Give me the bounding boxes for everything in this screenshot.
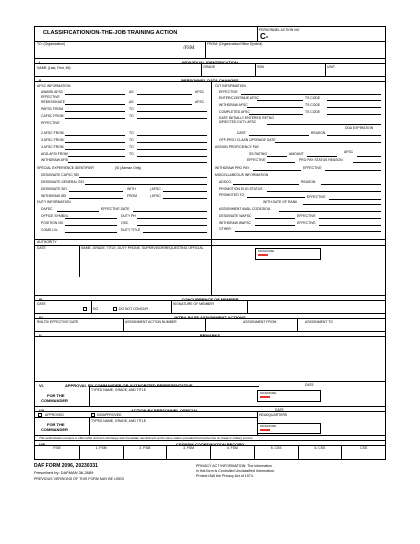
do-not-concur-label: DO NOT CONCUR xyxy=(119,307,148,311)
commander-signature-field[interactable] xyxy=(257,390,321,402)
designate-wafsc-label: DESIGNATE WAFSC xyxy=(219,214,252,218)
coordination-cell-label: 3. FSM xyxy=(183,446,195,450)
personnel-action-no-field[interactable]: C- xyxy=(260,32,269,41)
fsm-label: /FSM xyxy=(183,46,195,51)
signature-label-3: SIGNATURE xyxy=(260,424,277,428)
disapproved-label: DISAPPROVED xyxy=(97,413,122,417)
effective-label-7: EFFECTIVE xyxy=(297,214,316,218)
award-afsc-label: AWARD AFSC xyxy=(41,90,64,94)
promoted-to-label: PROMOTED TO xyxy=(219,193,245,197)
as-label-1: AS xyxy=(129,90,134,94)
coordination-cell-label: 6. CSS xyxy=(314,446,326,450)
designate-cafsc-sei-label: DESIGNATE CAFSC SEI xyxy=(41,173,80,177)
privacy-act-line-1: PRIVACY ACT INFORMATION: The information xyxy=(196,464,273,468)
afsc-label-2: AFSC xyxy=(195,100,205,104)
name-label: NAME (Last, First, MI) xyxy=(37,66,71,70)
special-experience-label: SPECIAL EXPERIENCE IDENTIFIER xyxy=(37,166,94,170)
afsc-label-1: AFSC xyxy=(195,90,205,94)
coordination-cell[interactable] xyxy=(166,446,210,460)
other-label: OTHER xyxy=(219,227,231,231)
section-vi-header: VI. APPROVAL BY COMMANDER OR AUTHORIZED REPRESENTATIVE DATE xyxy=(35,381,385,387)
section-iii-header: III. CONCURRENCE OF MEMBER xyxy=(35,295,385,301)
coordination-cell[interactable] xyxy=(35,446,79,460)
section-i-header: I. INDIVIDUAL IDENTIFICATION xyxy=(35,58,385,64)
to-label-5: TO xyxy=(129,145,134,149)
coordination-cell[interactable] xyxy=(341,446,385,460)
ts-code-label-1: TS CODE xyxy=(305,96,321,100)
for-the-label-1: FOR THE xyxy=(47,393,65,398)
reason-label-1: REASON xyxy=(311,131,326,135)
assign-proficiency-pay-label: ASSIGN PROFICIENCY PAY xyxy=(215,145,260,149)
afsc-label-4: | AFSC xyxy=(150,194,161,198)
coordination-cell-label: 2. FSM xyxy=(139,446,151,450)
enter-continue-afsc-label: ENTER/CONTINUE AFSC xyxy=(219,96,259,100)
to-label-3: TO xyxy=(129,131,134,135)
authorization-note: This authorization remains in effect after Airman's discharge and immediate reenlistment at the same station provided that he/she has no break in military service. xyxy=(39,436,254,440)
withdraw-sei-label: WITHDRAW SEI xyxy=(41,194,67,198)
designate-general-sei-label: DESIGNATE GENERAL SEI xyxy=(41,180,84,184)
designate-sei-label: DESIGNATE SEI xyxy=(41,187,67,191)
daf-form-2096 xyxy=(34,26,386,460)
from-label: FROM xyxy=(127,194,137,198)
grade-label: GRADE xyxy=(203,65,216,69)
unit-label: UNIT xyxy=(327,65,335,69)
previous-versions-note: PREVIOUS VERSIONS OF THIS FORM MAY BE USED xyxy=(34,477,125,481)
afsc-label-3: | AFSC xyxy=(150,187,161,191)
promotion-elig-status-label: PROMOTION ELIG STATUS xyxy=(219,187,263,191)
section-vii-header: VII. ACTION BY PERSONNEL OFFICIAL DATE xyxy=(35,406,385,412)
coordination-cell-label: FSM xyxy=(53,446,61,450)
duty-information-label: DUTY INFORMATION xyxy=(37,200,71,204)
adsco-label: ADSCO xyxy=(219,180,232,184)
amount-label: AMOUNT xyxy=(289,152,304,156)
supervisor-signature-field[interactable] xyxy=(255,248,321,260)
coordination-cell-label: CSS xyxy=(360,446,368,450)
personnel-action-no-label: PERSONNEL ACTION NO xyxy=(259,28,300,32)
coordination-cell[interactable] xyxy=(79,446,123,460)
signature-label: SIGNATURE xyxy=(258,249,275,253)
digital-signature-marker-3 xyxy=(260,429,270,431)
assignment-from-label: ASSIGNMENT FROM xyxy=(243,320,277,324)
withdraw-afsi-label: WITHDRAW AFSI xyxy=(41,158,69,162)
dda-expiration-label: DDA EXPIRATION xyxy=(345,126,374,130)
with-date-of-rank-label: WITH DATE OF RANK xyxy=(263,200,298,204)
coordination-cell[interactable] xyxy=(123,446,167,460)
commander-label-1: COMMANDER xyxy=(41,398,68,403)
dafsc-label: DAFSC xyxy=(41,207,53,211)
effective-label-4: EFFECTIVE xyxy=(303,166,322,170)
personnel-official-signature-field[interactable] xyxy=(257,423,321,434)
afsc-2-from-label: 2 AFSC FROM xyxy=(41,131,64,135)
do-concur-checkbox[interactable] xyxy=(83,307,87,311)
ts-code-label-2: TS CODE xyxy=(305,103,321,107)
do-not-concur-checkbox[interactable] xyxy=(113,307,117,311)
to-organization-label: TO: (Organization) xyxy=(37,42,66,46)
approved-label: APPROVED xyxy=(45,413,64,417)
ssn-label: SSN xyxy=(257,65,264,69)
commander-label-2: COMMANDER xyxy=(41,427,68,432)
date-initially-entered-label: DATE INITIALLY ENTERED RETNG xyxy=(219,116,275,120)
effective-label-2: EFFECTIVE xyxy=(41,121,60,125)
effective-label-r: EFFECTIVE xyxy=(219,90,238,94)
afsc-label-r: AFSC xyxy=(344,150,354,154)
authority-label: AUTHORITY xyxy=(37,240,57,244)
duty-phone-label: DUTY PH xyxy=(121,214,136,218)
assignment-action-number-label: ASSIGNMENT ACTION NUMBER xyxy=(125,320,177,324)
coordination-cell-label: 1. FSM xyxy=(95,446,107,450)
privacy-act-line-3: Protect IAW the Privacy Act of 1974. xyxy=(196,474,254,478)
coordination-cell[interactable] xyxy=(298,446,342,460)
to-label-1: TO xyxy=(129,107,134,111)
miscellaneous-information-label: MISCELLANEOUS INFORMATION xyxy=(215,173,269,177)
ojt-information-label: OJT INFORMATION xyxy=(215,84,246,88)
completed-afsc-label: COMPLETED AFSC xyxy=(219,110,250,114)
to-label-4: TO xyxy=(129,138,134,142)
signature-of-member-label: SIGNATURE OF MEMBER xyxy=(173,302,215,306)
section-v-header: V. REMARKS xyxy=(35,331,385,337)
assignment-avail-code-label: ASSIGNMENT AVAIL CODE/DOA xyxy=(219,207,271,211)
signature-label-2: SIGNATURE xyxy=(260,391,277,395)
withdraw-afsc-label: WITHDRAW AFSC xyxy=(219,103,248,107)
ts-code-label-3: TS CODE xyxy=(305,110,321,114)
headquarters-label: HEADQUARTERS xyxy=(259,413,288,417)
position-no-label: POSITION NO xyxy=(41,221,64,225)
with-label: WITH xyxy=(127,187,136,191)
coordination-cell-label: 4. FSM xyxy=(226,446,238,450)
withdraw-wafsc-label: WITHDRAW WAFSC xyxy=(219,221,251,225)
date-label-r: DATE xyxy=(237,131,246,135)
comd-lvl-label: COMD LVL xyxy=(41,228,59,232)
authority-date-label: DATE xyxy=(37,246,46,250)
effective-label-8: EFFECTIVE xyxy=(297,221,316,225)
osc-label: OSC xyxy=(121,221,129,225)
office-symbol-label: OFFICE SYMBOL xyxy=(41,214,69,218)
add-afsi-from-label: ADD-AFSI FROM xyxy=(41,152,68,156)
off-proj-upgrade-label: OFF-PROJ CLASN UPGRADE DATE xyxy=(219,138,276,142)
coordination-cell[interactable] xyxy=(210,446,254,460)
section-ii-header: II. PERSONNEL DATA CHANGES xyxy=(35,76,385,82)
effective-label-5: EFFECTIVE xyxy=(307,195,326,199)
section-viii-header: VIII. CSS/FSM COORDINATION RECORD xyxy=(35,440,385,446)
effective-label-1: EFFECTIVE xyxy=(41,95,60,99)
coordination-cell[interactable] xyxy=(254,446,298,460)
redesignate-label: REDESIGNATE xyxy=(41,100,66,104)
to-label-2: TO xyxy=(129,114,134,118)
reason-label-2: REASON xyxy=(301,180,316,184)
typed-name-label-1: TYPED NAME, GRADE, AND TITLE xyxy=(91,388,146,392)
rnltd-effective-date-label: RNLTD/ EFFECTIVE DATE xyxy=(37,320,79,324)
to-label-6: TO xyxy=(129,152,134,156)
prescribed-by: Prescribed by: DAFMAN 36-2689 xyxy=(34,470,94,475)
afsc-4-from-label: 4 AFSC FROM xyxy=(41,145,64,149)
directed-duty-afsc-label: DIRECTED DUTY AFSC xyxy=(219,120,257,124)
digital-signature-marker xyxy=(258,254,268,256)
coordination-record-row xyxy=(35,446,385,460)
withdraw-pro-pay-label: WITHDRAW PRO PAY xyxy=(215,166,250,170)
afsc-3-from-label: 3 AFSC FROM xyxy=(41,138,64,142)
pro-pay-status-reason-label: PRO PAY STATUS REASON xyxy=(299,158,343,162)
from-organization-label: FROM: (Organization/Office Symbol) xyxy=(207,42,263,46)
effective-label-3: EFFECTIVE xyxy=(247,158,266,162)
ss-rating-label: SS RATING xyxy=(249,152,268,156)
duty-title-label: DUTY TITLE xyxy=(121,228,141,232)
airman-only-label: (SI (Airman Only) xyxy=(115,166,142,170)
coordination-cell-label: 5. CSS xyxy=(270,446,282,450)
for-the-label-2: FOR THE xyxy=(47,422,65,427)
pafsc-from-label: PAFSC FROM xyxy=(41,107,63,111)
form-number: DAF FORM 2096, 20230331 xyxy=(34,463,98,469)
section-iv-header: IV. INTRA-BASE ASSIGNMENT ACTIONS xyxy=(35,313,385,319)
assignment-to-label: ASSIGNMENT TO xyxy=(305,320,333,324)
privacy-act-line-2: in this form is Controlled Unclassified Information. xyxy=(196,469,275,473)
cafsc-from-label: CAFSC FROM xyxy=(41,114,64,118)
supervisor-name-label: NAME, GRADE, TITLE, DUTY PHONE, SUPERVISOR/REQUESTING OFFICIAL xyxy=(81,246,204,250)
as-label-2: AS xyxy=(129,100,134,104)
digital-signature-marker-2 xyxy=(260,396,270,398)
concurrence-date-label: DATE xyxy=(37,302,46,306)
afsc-information-label: AFSC INFORMATION xyxy=(37,84,71,88)
form-title: CLASSIFICATION/ON-THE-JOB TRAINING ACTION xyxy=(43,30,178,36)
typed-name-label-2: TYPED NAME, GRADE, AND TITLE xyxy=(91,419,146,423)
do-label: DO xyxy=(93,307,99,311)
effective-date-label: EFFECTIVE DATE xyxy=(101,207,130,211)
